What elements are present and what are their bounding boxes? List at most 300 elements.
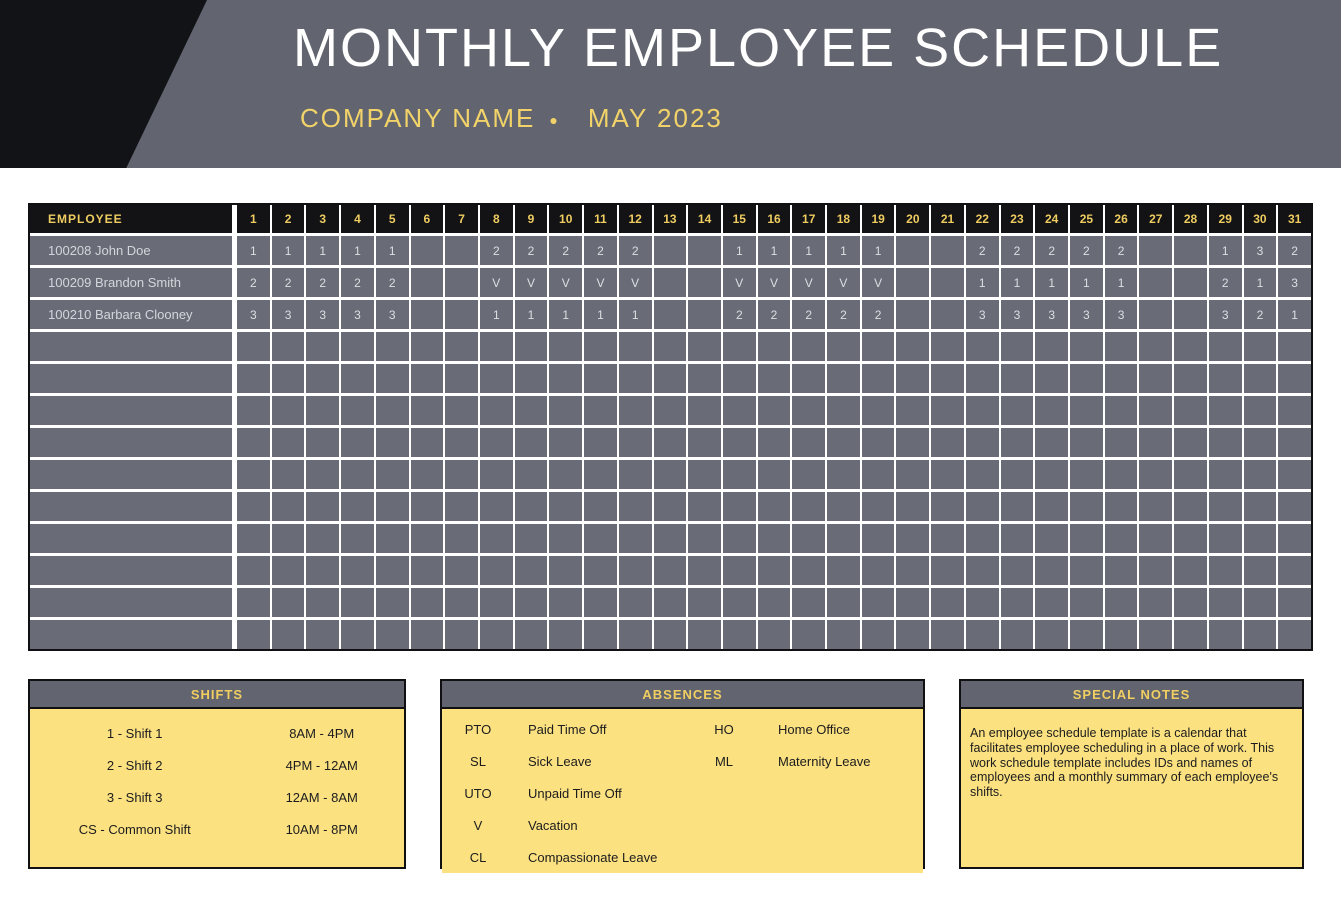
shift-cell[interactable]: [1035, 492, 1068, 521]
shift-cell[interactable]: [1070, 588, 1103, 617]
shift-cell[interactable]: [931, 556, 964, 585]
shift-cell[interactable]: [896, 556, 929, 585]
shift-cell[interactable]: [1278, 556, 1311, 585]
shift-cell[interactable]: 2: [1070, 236, 1103, 265]
shift-cell[interactable]: 3: [237, 300, 270, 329]
shift-cell[interactable]: [619, 332, 652, 361]
shift-cell[interactable]: [341, 588, 374, 617]
shift-cell[interactable]: [966, 428, 999, 457]
shift-cell[interactable]: 1: [376, 236, 409, 265]
empty-employee-cell[interactable]: [30, 428, 235, 457]
shift-cell[interactable]: [376, 524, 409, 553]
shift-cell[interactable]: [1070, 460, 1103, 489]
shift-cell[interactable]: [376, 620, 409, 649]
shift-cell[interactable]: [688, 268, 721, 297]
shift-cell[interactable]: [584, 364, 617, 393]
shift-cell[interactable]: [723, 492, 756, 521]
shift-cell[interactable]: [1001, 620, 1034, 649]
shift-cell[interactable]: V: [619, 268, 652, 297]
shift-cell[interactable]: [862, 588, 895, 617]
shift-cell[interactable]: [619, 460, 652, 489]
shift-cell[interactable]: [1001, 428, 1034, 457]
shift-cell[interactable]: [1174, 364, 1207, 393]
shift-cell[interactable]: [549, 524, 582, 553]
shift-cell[interactable]: [758, 332, 791, 361]
shift-cell[interactable]: [376, 364, 409, 393]
shift-cell[interactable]: 2: [758, 300, 791, 329]
shift-cell[interactable]: [654, 300, 687, 329]
shift-cell[interactable]: [1139, 364, 1172, 393]
shift-cell[interactable]: [411, 588, 444, 617]
shift-cell[interactable]: 1: [1001, 268, 1034, 297]
shift-cell[interactable]: 2: [723, 300, 756, 329]
shift-cell[interactable]: [1105, 364, 1138, 393]
shift-cell[interactable]: [584, 588, 617, 617]
shift-cell[interactable]: [445, 556, 478, 585]
shift-cell[interactable]: [1278, 588, 1311, 617]
shift-cell[interactable]: [723, 588, 756, 617]
shift-cell[interactable]: [1139, 236, 1172, 265]
shift-cell[interactable]: [688, 364, 721, 393]
shift-cell[interactable]: 2: [1001, 236, 1034, 265]
shift-cell[interactable]: [515, 620, 548, 649]
shift-cell[interactable]: [411, 396, 444, 425]
shift-cell[interactable]: [827, 556, 860, 585]
shift-cell[interactable]: [445, 268, 478, 297]
shift-cell[interactable]: [688, 332, 721, 361]
shift-cell[interactable]: [758, 460, 791, 489]
shift-cell[interactable]: [584, 556, 617, 585]
shift-cell[interactable]: [688, 620, 721, 649]
shift-cell[interactable]: [306, 332, 339, 361]
shift-cell[interactable]: [1035, 588, 1068, 617]
shift-cell[interactable]: [584, 460, 617, 489]
shift-cell[interactable]: [758, 524, 791, 553]
shift-cell[interactable]: 3: [1070, 300, 1103, 329]
shift-cell[interactable]: [896, 428, 929, 457]
shift-cell[interactable]: [1139, 300, 1172, 329]
shift-cell[interactable]: [931, 620, 964, 649]
shift-cell[interactable]: [549, 460, 582, 489]
shift-cell[interactable]: [1209, 492, 1242, 521]
shift-cell[interactable]: V: [792, 268, 825, 297]
shift-cell[interactable]: [654, 620, 687, 649]
shift-cell[interactable]: [1244, 396, 1277, 425]
shift-cell[interactable]: [306, 492, 339, 521]
shift-cell[interactable]: [688, 492, 721, 521]
shift-cell[interactable]: [1278, 524, 1311, 553]
shift-cell[interactable]: [480, 460, 513, 489]
shift-cell[interactable]: 2: [1209, 268, 1242, 297]
shift-cell[interactable]: [237, 364, 270, 393]
shift-cell[interactable]: [306, 396, 339, 425]
shift-cell[interactable]: [272, 556, 305, 585]
shift-cell[interactable]: [237, 492, 270, 521]
shift-cell[interactable]: [1035, 620, 1068, 649]
shift-cell[interactable]: [792, 620, 825, 649]
shift-cell[interactable]: [1209, 332, 1242, 361]
shift-cell[interactable]: 1: [1244, 268, 1277, 297]
shift-cell[interactable]: [896, 588, 929, 617]
shift-cell[interactable]: [723, 428, 756, 457]
shift-cell[interactable]: [619, 524, 652, 553]
shift-cell[interactable]: [966, 492, 999, 521]
shift-cell[interactable]: [411, 332, 444, 361]
shift-cell[interactable]: 2: [549, 236, 582, 265]
shift-cell[interactable]: [966, 588, 999, 617]
shift-cell[interactable]: [1001, 588, 1034, 617]
shift-cell[interactable]: [306, 364, 339, 393]
empty-employee-cell[interactable]: [30, 556, 235, 585]
shift-cell[interactable]: [445, 364, 478, 393]
shift-cell[interactable]: [1070, 396, 1103, 425]
shift-cell[interactable]: [272, 524, 305, 553]
shift-cell[interactable]: [688, 524, 721, 553]
shift-cell[interactable]: [1174, 268, 1207, 297]
shift-cell[interactable]: [480, 396, 513, 425]
shift-cell[interactable]: [1174, 396, 1207, 425]
shift-cell[interactable]: [411, 268, 444, 297]
shift-cell[interactable]: 1: [549, 300, 582, 329]
shift-cell[interactable]: [1105, 460, 1138, 489]
shift-cell[interactable]: [862, 524, 895, 553]
shift-cell[interactable]: [237, 396, 270, 425]
shift-cell[interactable]: 2: [1035, 236, 1068, 265]
shift-cell[interactable]: [619, 428, 652, 457]
shift-cell[interactable]: [411, 460, 444, 489]
shift-cell[interactable]: [515, 364, 548, 393]
shift-cell[interactable]: [792, 428, 825, 457]
shift-cell[interactable]: [1174, 300, 1207, 329]
shift-cell[interactable]: [272, 588, 305, 617]
shift-cell[interactable]: [688, 428, 721, 457]
shift-cell[interactable]: 2: [827, 300, 860, 329]
shift-cell[interactable]: [584, 620, 617, 649]
shift-cell[interactable]: 1: [1035, 268, 1068, 297]
shift-cell[interactable]: [792, 332, 825, 361]
shift-cell[interactable]: [931, 460, 964, 489]
shift-cell[interactable]: [341, 396, 374, 425]
shift-cell[interactable]: [654, 268, 687, 297]
shift-cell[interactable]: [758, 396, 791, 425]
empty-employee-cell[interactable]: [30, 620, 235, 649]
shift-cell[interactable]: [931, 236, 964, 265]
shift-cell[interactable]: [758, 556, 791, 585]
shift-cell[interactable]: [1278, 460, 1311, 489]
shift-cell[interactable]: [1139, 524, 1172, 553]
shift-cell[interactable]: [931, 332, 964, 361]
shift-cell[interactable]: [654, 556, 687, 585]
shift-cell[interactable]: [619, 396, 652, 425]
shift-cell[interactable]: [549, 396, 582, 425]
shift-cell[interactable]: [966, 524, 999, 553]
shift-cell[interactable]: [654, 236, 687, 265]
shift-cell[interactable]: [515, 524, 548, 553]
shift-cell[interactable]: [411, 492, 444, 521]
shift-cell[interactable]: [445, 492, 478, 521]
shift-cell[interactable]: [237, 332, 270, 361]
shift-cell[interactable]: [1278, 428, 1311, 457]
shift-cell[interactable]: 3: [1278, 268, 1311, 297]
employee-name-cell[interactable]: 100209 Brandon Smith: [30, 268, 235, 297]
shift-cell[interactable]: 1: [584, 300, 617, 329]
shift-cell[interactable]: [758, 364, 791, 393]
shift-cell[interactable]: [896, 492, 929, 521]
shift-cell[interactable]: [584, 524, 617, 553]
shift-cell[interactable]: [549, 492, 582, 521]
shift-cell[interactable]: 2: [480, 236, 513, 265]
shift-cell[interactable]: [1001, 332, 1034, 361]
shift-cell[interactable]: [862, 332, 895, 361]
shift-cell[interactable]: [862, 364, 895, 393]
shift-cell[interactable]: 3: [306, 300, 339, 329]
shift-cell[interactable]: [1001, 396, 1034, 425]
shift-cell[interactable]: [619, 492, 652, 521]
shift-cell[interactable]: [827, 364, 860, 393]
shift-cell[interactable]: V: [584, 268, 617, 297]
shift-cell[interactable]: [896, 332, 929, 361]
shift-cell[interactable]: [1001, 364, 1034, 393]
shift-cell[interactable]: [1244, 332, 1277, 361]
shift-cell[interactable]: [515, 492, 548, 521]
empty-employee-cell[interactable]: [30, 332, 235, 361]
shift-cell[interactable]: [376, 588, 409, 617]
shift-cell[interactable]: [827, 460, 860, 489]
shift-cell[interactable]: [931, 492, 964, 521]
shift-cell[interactable]: [1209, 364, 1242, 393]
shift-cell[interactable]: [723, 396, 756, 425]
shift-cell[interactable]: [931, 268, 964, 297]
shift-cell[interactable]: [966, 556, 999, 585]
shift-cell[interactable]: [376, 556, 409, 585]
shift-cell[interactable]: [411, 236, 444, 265]
shift-cell[interactable]: [584, 332, 617, 361]
shift-cell[interactable]: 2: [1278, 236, 1311, 265]
shift-cell[interactable]: 2: [792, 300, 825, 329]
shift-cell[interactable]: [1139, 332, 1172, 361]
shift-cell[interactable]: [1105, 492, 1138, 521]
shift-cell[interactable]: [341, 492, 374, 521]
shift-cell[interactable]: [688, 300, 721, 329]
shift-cell[interactable]: [1174, 460, 1207, 489]
shift-cell[interactable]: [411, 300, 444, 329]
shift-cell[interactable]: [1174, 524, 1207, 553]
shift-cell[interactable]: [931, 300, 964, 329]
shift-cell[interactable]: [827, 588, 860, 617]
shift-cell[interactable]: [896, 300, 929, 329]
shift-cell[interactable]: [966, 460, 999, 489]
shift-cell[interactable]: [1209, 524, 1242, 553]
shift-cell[interactable]: [654, 524, 687, 553]
shift-cell[interactable]: [272, 332, 305, 361]
shift-cell[interactable]: [896, 268, 929, 297]
shift-cell[interactable]: V: [723, 268, 756, 297]
shift-cell[interactable]: [445, 620, 478, 649]
shift-cell[interactable]: [306, 556, 339, 585]
shift-cell[interactable]: 2: [515, 236, 548, 265]
shift-cell[interactable]: [723, 556, 756, 585]
shift-cell[interactable]: [1139, 428, 1172, 457]
shift-cell[interactable]: [619, 620, 652, 649]
shift-cell[interactable]: [827, 396, 860, 425]
shift-cell[interactable]: 3: [966, 300, 999, 329]
shift-cell[interactable]: [827, 524, 860, 553]
shift-cell[interactable]: [654, 396, 687, 425]
shift-cell[interactable]: [654, 492, 687, 521]
shift-cell[interactable]: [237, 460, 270, 489]
empty-employee-cell[interactable]: [30, 524, 235, 553]
shift-cell[interactable]: [1035, 364, 1068, 393]
shift-cell[interactable]: [445, 236, 478, 265]
shift-cell[interactable]: 2: [1244, 300, 1277, 329]
shift-cell[interactable]: [1174, 492, 1207, 521]
shift-cell[interactable]: [1035, 428, 1068, 457]
shift-cell[interactable]: V: [515, 268, 548, 297]
shift-cell[interactable]: [272, 396, 305, 425]
shift-cell[interactable]: 3: [272, 300, 305, 329]
shift-cell[interactable]: [1001, 524, 1034, 553]
shift-cell[interactable]: 1: [723, 236, 756, 265]
shift-cell[interactable]: [584, 492, 617, 521]
shift-cell[interactable]: [1278, 396, 1311, 425]
empty-employee-cell[interactable]: [30, 460, 235, 489]
shift-cell[interactable]: [1244, 556, 1277, 585]
shift-cell[interactable]: [723, 332, 756, 361]
shift-cell[interactable]: [237, 524, 270, 553]
shift-cell[interactable]: [862, 556, 895, 585]
shift-cell[interactable]: [445, 396, 478, 425]
shift-cell[interactable]: [341, 556, 374, 585]
shift-cell[interactable]: [688, 556, 721, 585]
shift-cell[interactable]: 1: [619, 300, 652, 329]
shift-cell[interactable]: [411, 364, 444, 393]
shift-cell[interactable]: [515, 556, 548, 585]
shift-cell[interactable]: [411, 556, 444, 585]
shift-cell[interactable]: [445, 524, 478, 553]
shift-cell[interactable]: [654, 460, 687, 489]
shift-cell[interactable]: [688, 588, 721, 617]
shift-cell[interactable]: [445, 588, 478, 617]
shift-cell[interactable]: [792, 364, 825, 393]
shift-cell[interactable]: [792, 396, 825, 425]
shift-cell[interactable]: 2: [862, 300, 895, 329]
shift-cell[interactable]: [619, 556, 652, 585]
shift-cell[interactable]: V: [827, 268, 860, 297]
shift-cell[interactable]: [1105, 524, 1138, 553]
shift-cell[interactable]: [549, 588, 582, 617]
shift-cell[interactable]: [931, 396, 964, 425]
shift-cell[interactable]: [376, 460, 409, 489]
shift-cell[interactable]: [1139, 492, 1172, 521]
shift-cell[interactable]: 3: [1001, 300, 1034, 329]
shift-cell[interactable]: [931, 364, 964, 393]
shift-cell[interactable]: [237, 588, 270, 617]
shift-cell[interactable]: [1244, 460, 1277, 489]
shift-cell[interactable]: [654, 428, 687, 457]
shift-cell[interactable]: [480, 620, 513, 649]
shift-cell[interactable]: [272, 364, 305, 393]
shift-cell[interactable]: 1: [480, 300, 513, 329]
shift-cell[interactable]: [1244, 524, 1277, 553]
shift-cell[interactable]: [758, 588, 791, 617]
shift-cell[interactable]: [654, 588, 687, 617]
shift-cell[interactable]: 2: [584, 236, 617, 265]
shift-cell[interactable]: [1139, 268, 1172, 297]
shift-cell[interactable]: [896, 396, 929, 425]
shift-cell[interactable]: [1278, 332, 1311, 361]
shift-cell[interactable]: [619, 588, 652, 617]
shift-cell[interactable]: [411, 524, 444, 553]
shift-cell[interactable]: [758, 620, 791, 649]
shift-cell[interactable]: [931, 588, 964, 617]
shift-cell[interactable]: [1105, 556, 1138, 585]
shift-cell[interactable]: [584, 396, 617, 425]
shift-cell[interactable]: [966, 620, 999, 649]
shift-cell[interactable]: [1139, 460, 1172, 489]
shift-cell[interactable]: [1035, 460, 1068, 489]
shift-cell[interactable]: V: [549, 268, 582, 297]
shift-cell[interactable]: [445, 300, 478, 329]
shift-cell[interactable]: [549, 556, 582, 585]
shift-cell[interactable]: [341, 620, 374, 649]
shift-cell[interactable]: 3: [1035, 300, 1068, 329]
shift-cell[interactable]: [862, 396, 895, 425]
shift-cell[interactable]: [688, 236, 721, 265]
shift-cell[interactable]: [480, 428, 513, 457]
shift-cell[interactable]: [723, 460, 756, 489]
shift-cell[interactable]: [1070, 364, 1103, 393]
shift-cell[interactable]: [1174, 332, 1207, 361]
shift-cell[interactable]: [896, 524, 929, 553]
shift-cell[interactable]: [1209, 460, 1242, 489]
shift-cell[interactable]: [792, 524, 825, 553]
shift-cell[interactable]: [1070, 492, 1103, 521]
shift-cell[interactable]: [480, 524, 513, 553]
shift-cell[interactable]: [688, 460, 721, 489]
shift-cell[interactable]: 1: [306, 236, 339, 265]
shift-cell[interactable]: [966, 396, 999, 425]
shift-cell[interactable]: [758, 428, 791, 457]
shift-cell[interactable]: [654, 332, 687, 361]
shift-cell[interactable]: [306, 460, 339, 489]
shift-cell[interactable]: [1070, 524, 1103, 553]
shift-cell[interactable]: V: [862, 268, 895, 297]
shift-cell[interactable]: [688, 396, 721, 425]
shift-cell[interactable]: [515, 396, 548, 425]
shift-cell[interactable]: 2: [341, 268, 374, 297]
shift-cell[interactable]: [1174, 556, 1207, 585]
shift-cell[interactable]: 3: [1105, 300, 1138, 329]
shift-cell[interactable]: 1: [1278, 300, 1311, 329]
shift-cell[interactable]: [1105, 396, 1138, 425]
shift-cell[interactable]: 1: [1105, 268, 1138, 297]
shift-cell[interactable]: [1174, 428, 1207, 457]
shift-cell[interactable]: 2: [272, 268, 305, 297]
shift-cell[interactable]: 2: [1105, 236, 1138, 265]
shift-cell[interactable]: V: [758, 268, 791, 297]
shift-cell[interactable]: [896, 236, 929, 265]
shift-cell[interactable]: [445, 332, 478, 361]
shift-cell[interactable]: [896, 620, 929, 649]
shift-cell[interactable]: 2: [966, 236, 999, 265]
shift-cell[interactable]: V: [480, 268, 513, 297]
shift-cell[interactable]: [306, 428, 339, 457]
shift-cell[interactable]: 1: [758, 236, 791, 265]
shift-cell[interactable]: 1: [1070, 268, 1103, 297]
shift-cell[interactable]: [1278, 364, 1311, 393]
shift-cell[interactable]: [792, 460, 825, 489]
shift-cell[interactable]: [549, 364, 582, 393]
